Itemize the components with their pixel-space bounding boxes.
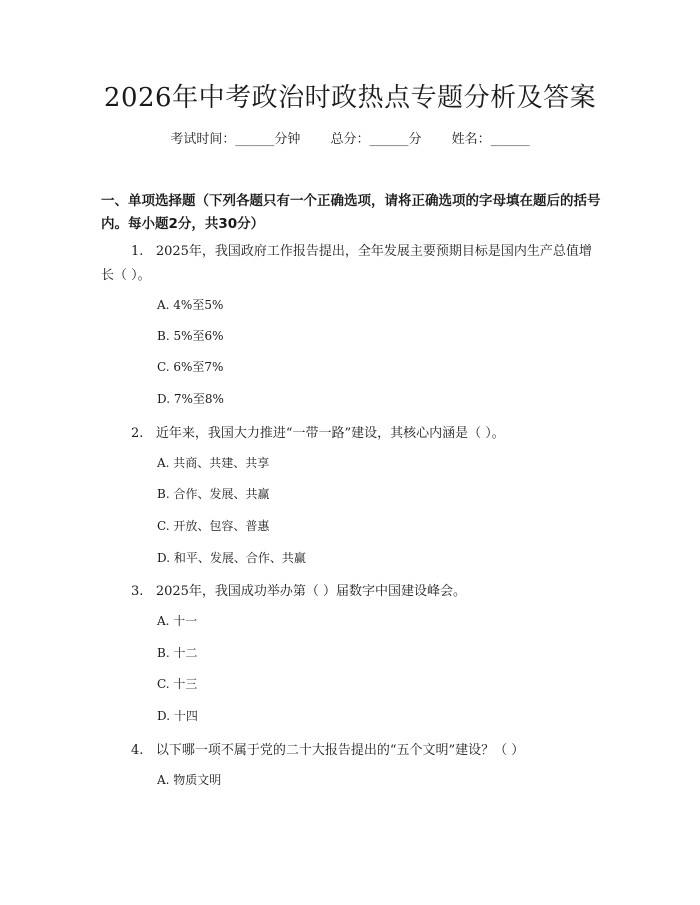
option-a: A. 物质文明 xyxy=(157,773,222,787)
option-c: C. 十三 xyxy=(157,677,198,691)
option-d: D. 7%至8% xyxy=(157,392,224,406)
option-a: A. 共商、共建、共享 xyxy=(157,456,270,470)
question-2 xyxy=(101,422,597,446)
option-b: B. 十二 xyxy=(157,646,198,660)
question-4 xyxy=(101,739,597,763)
option-c: C. 6%至7% xyxy=(157,360,224,374)
question-number: 2. xyxy=(131,426,144,441)
question-3 xyxy=(101,580,597,604)
question-number: 1. xyxy=(131,244,144,259)
option-a: A. 十一 xyxy=(157,614,198,628)
option-d: D. 十四 xyxy=(157,709,198,723)
question-1 xyxy=(101,240,597,288)
question-text: 2025年，我国成功举办第（ ）届数字中国建设峰会。 xyxy=(155,584,467,599)
total-score-field: 总分：______分 xyxy=(330,132,422,147)
option-c: C. 开放、包容、普惠 xyxy=(157,519,270,533)
exam-info xyxy=(0,130,700,150)
question-text: 近年来，我国大力推进“一带一路”建设，其核心内涵是（ ）。 xyxy=(155,426,505,441)
name-field: 姓名：______ xyxy=(451,132,530,147)
question-number: 3. xyxy=(131,584,144,599)
exam-time-field: 考试时间：______分钟 xyxy=(170,132,301,147)
section-heading: 一、单项选择题（下列各题只有一个正确选项，请将正确选项的字母填在题后的括号内。每小题2分，共30分） xyxy=(101,193,601,232)
option-d: D. 和平、发展、合作、共赢 xyxy=(157,551,306,565)
question-text: 2025年，我国政府工作报告提出，全年发展主要预期目标是国内生产总值增长（ ）。 xyxy=(101,244,592,283)
question-text: 以下哪一项不属于党的二十大报告提出的“五个文明”建设？（ ） xyxy=(155,743,525,758)
option-a: A. 4%至5% xyxy=(157,298,224,312)
question-number: 4. xyxy=(131,743,144,758)
option-b: B. 5%至6% xyxy=(157,329,224,343)
option-b: B. 合作、发展、共赢 xyxy=(157,487,270,501)
document-title: 2026年中考政治时政热点专题分析及答案 xyxy=(103,83,597,113)
